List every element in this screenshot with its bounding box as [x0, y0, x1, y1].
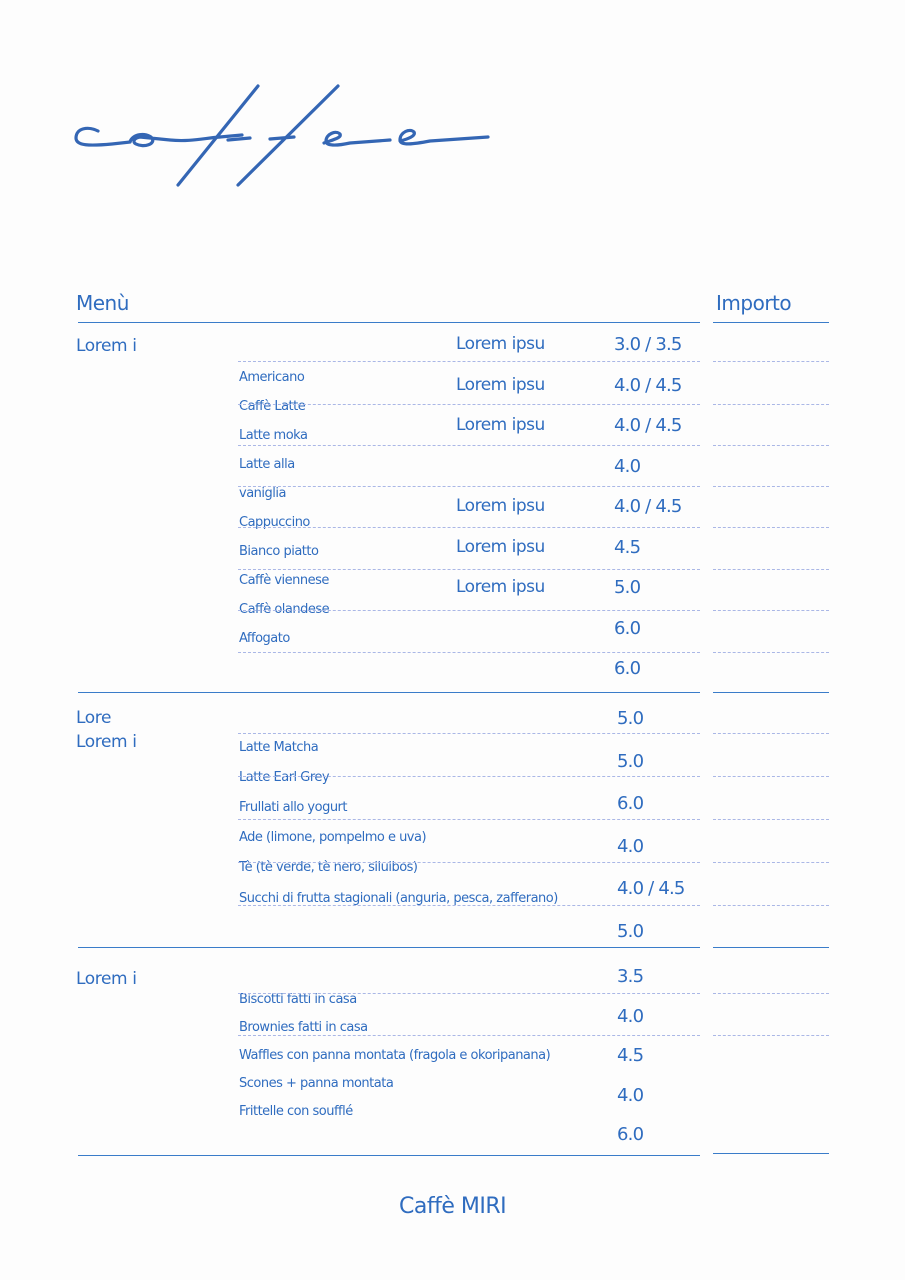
amount-row-divider — [713, 610, 829, 611]
menu-item: Scones + panna montata — [239, 1076, 394, 1091]
menu-item: Frullati allo yogurt — [239, 800, 348, 815]
amount-row-divider — [713, 776, 829, 777]
menu-item: Affogato — [239, 631, 290, 646]
item-price: 6.0 — [614, 618, 641, 639]
menu-item: Latte moka — [239, 428, 308, 443]
item-price: 4.0 / 4.5 — [614, 496, 682, 517]
menu-item: Bianco piatto — [239, 544, 319, 559]
menu-item: Frittelle con soufflé — [239, 1104, 353, 1119]
row-divider — [238, 776, 700, 777]
item-price: 5.0 — [617, 921, 644, 942]
item-note: Lorem ipsu — [456, 415, 545, 435]
menu-item: Latte Matcha — [239, 740, 319, 755]
amount-row-divider — [713, 404, 829, 405]
item-price: 6.0 — [617, 1124, 644, 1145]
section-divider — [78, 1155, 700, 1156]
row-divider — [238, 404, 700, 405]
item-price: 4.0 / 4.5 — [614, 375, 682, 396]
amount-row-divider — [713, 905, 829, 906]
menu-item: Cappuccino — [239, 515, 310, 530]
item-note: Lorem ipsu — [456, 334, 545, 354]
row-divider — [238, 1035, 700, 1036]
menu-item: Tè (tè verde, tè nero, siluibos) — [239, 860, 418, 875]
amount-row-divider — [713, 1035, 829, 1036]
item-price: 4.0 — [614, 456, 641, 477]
amount-row-divider — [713, 486, 829, 487]
section-divider — [78, 692, 700, 693]
menu-item: Brownies fatti in casa — [239, 1020, 368, 1035]
row-divider — [238, 993, 700, 994]
section-2-category-line-2: Lorem i — [76, 732, 137, 752]
menu-item: Ade (limone, pompelmo e uva) — [239, 830, 427, 845]
amount-row-divider — [713, 569, 829, 570]
header-divider-amount — [713, 322, 829, 323]
section-divider-amount — [713, 692, 829, 693]
row-divider — [238, 445, 700, 446]
section-2-category-line-1: Lore — [76, 708, 112, 728]
item-price: 4.0 — [617, 1085, 644, 1106]
amount-row-divider — [713, 527, 829, 528]
row-divider — [238, 819, 700, 820]
item-price: 3.5 — [617, 966, 644, 987]
amount-row-divider — [713, 733, 829, 734]
row-divider — [238, 361, 700, 362]
row-divider — [238, 862, 700, 863]
section-1-category: Lorem i — [76, 336, 137, 356]
item-price: 5.0 — [614, 577, 641, 598]
footer-brand: Caffè MIRI — [399, 1194, 507, 1219]
item-price: 6.0 — [617, 793, 644, 814]
row-divider — [238, 905, 700, 906]
section-divider-amount — [713, 947, 829, 948]
section-divider-amount — [713, 1153, 829, 1154]
amount-row-divider — [713, 862, 829, 863]
menu-item: Caffè viennese — [239, 573, 329, 588]
menu-item: Succhi di frutta stagionali (anguria, pesca, zafferano) — [239, 891, 558, 906]
menu-item: Americano — [239, 370, 305, 385]
item-price: 4.5 — [614, 537, 641, 558]
menu-item: Latte Earl Grey — [239, 770, 330, 785]
row-divider — [238, 569, 700, 570]
menu-item: Biscotti fatti in casa — [239, 992, 357, 1007]
item-price: 6.0 — [614, 658, 641, 679]
amount-row-divider — [713, 652, 829, 653]
menu-column-header: Menù — [76, 291, 129, 315]
item-note: Lorem ipsu — [456, 577, 545, 597]
item-price: 4.0 / 4.5 — [617, 878, 685, 899]
item-price: 4.5 — [617, 1045, 644, 1066]
item-note: Lorem ipsu — [456, 375, 545, 395]
item-price: 4.0 — [617, 836, 644, 857]
amount-row-divider — [713, 445, 829, 446]
row-divider — [238, 610, 700, 611]
menu-item: Caffè Latte — [239, 399, 306, 414]
menu-item: Waffles con panna montata (fragola e okoripanana) — [239, 1048, 551, 1063]
item-note: Lorem ipsu — [456, 537, 545, 557]
header-divider — [78, 322, 700, 323]
item-price: 4.0 / 4.5 — [614, 415, 682, 436]
amount-row-divider — [713, 993, 829, 994]
item-price: 5.0 — [617, 708, 644, 729]
item-price: 3.0 / 3.5 — [614, 334, 682, 355]
row-divider — [238, 486, 700, 487]
amount-row-divider — [713, 361, 829, 362]
item-note: Lorem ipsu — [456, 496, 545, 516]
menu-item: vaniglia — [239, 486, 286, 501]
amount-column-header: Importo — [716, 291, 792, 315]
row-divider — [238, 652, 700, 653]
menu-item: Latte alla — [239, 457, 295, 472]
section-3-category: Lorem i — [76, 969, 137, 989]
item-price: 5.0 — [617, 751, 644, 772]
menu-item: Caffè olandese — [239, 602, 330, 617]
amount-row-divider — [713, 819, 829, 820]
section-divider — [78, 947, 700, 948]
coffee-logo — [70, 80, 500, 195]
row-divider — [238, 527, 700, 528]
row-divider — [238, 733, 700, 734]
item-price: 4.0 — [617, 1006, 644, 1027]
